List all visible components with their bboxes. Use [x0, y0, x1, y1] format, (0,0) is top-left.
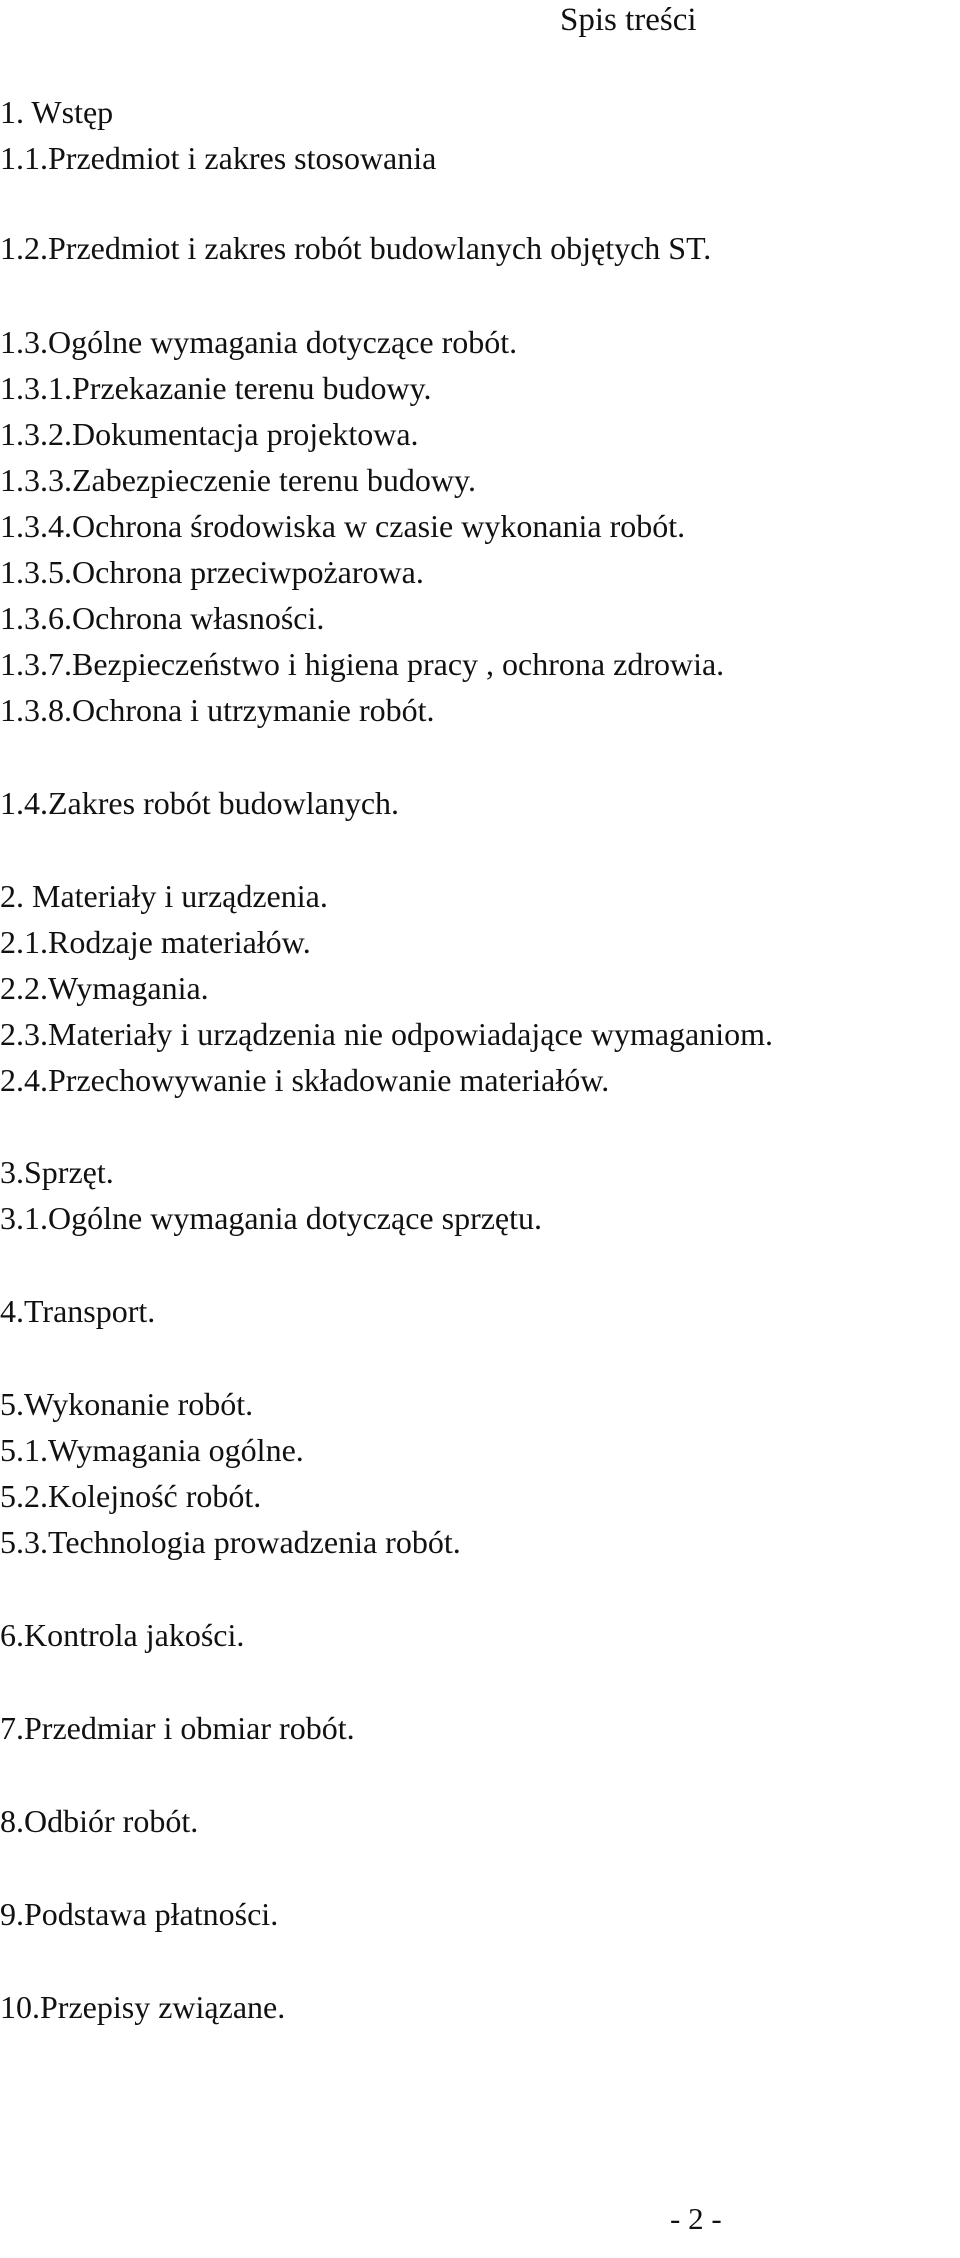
toc-item: 2.3.Materiały i urządzenia nie odpowiadające wymaganiom. — [0, 1016, 774, 1052]
toc-item: 1.1.Przedmiot i zakres stosowania — [0, 140, 437, 176]
toc-item: 3.Sprzęt. — [0, 1154, 114, 1190]
toc-item: 2.1.Rodzaje materiałów. — [0, 924, 311, 960]
toc-item: 9.Podstawa płatności. — [0, 1896, 279, 1932]
toc-item: 1.3.Ogólne wymagania dotyczące robót. — [0, 324, 518, 360]
toc-item: 7.Przedmiar i obmiar robót. — [0, 1710, 355, 1746]
toc-item: 1.3.6.Ochrona własności. — [0, 600, 325, 636]
toc-item: 6.Kontrola jakości. — [0, 1617, 245, 1653]
toc-item: 1.3.2.Dokumentacja projektowa. — [0, 416, 419, 452]
toc-item: 5.1.Wymagania ogólne. — [0, 1432, 304, 1468]
toc-item: 5.3.Technologia prowadzenia robót. — [0, 1524, 461, 1560]
toc-item: 1.3.5.Ochrona przeciwpożarowa. — [0, 554, 424, 590]
toc-item: 5.Wykonanie robót. — [0, 1386, 254, 1422]
toc-item: 5.2.Kolejność robót. — [0, 1478, 262, 1514]
toc-item: 1.3.7.Bezpieczeństwo i higiena pracy , ochrona zdrowia. — [0, 646, 725, 682]
page-title: Spis treści — [560, 2, 697, 38]
toc-item: 1.3.3.Zabezpieczenie terenu budowy. — [0, 462, 476, 498]
toc-item: 10.Przepisy związane. — [0, 1989, 286, 2025]
toc-item: 3.1.Ogólne wymagania dotyczące sprzętu. — [0, 1200, 543, 1236]
toc-item: 2. Materiały i urządzenia. — [0, 878, 328, 914]
toc-item: 1.3.4.Ochrona środowiska w czasie wykonania robót. — [0, 508, 686, 544]
toc-item: 8.Odbiór robót. — [0, 1803, 199, 1839]
toc-item: 4.Transport. — [0, 1293, 156, 1329]
page-number: - 2 - — [670, 2201, 722, 2236]
toc-item: 2.4.Przechowywanie i składowanie materiałów. — [0, 1062, 610, 1098]
toc-item: 2.2.Wymagania. — [0, 970, 209, 1006]
toc-item: 1.2.Przedmiot i zakres robót budowlanych objętych ST. — [0, 230, 712, 266]
toc-item: 1.3.8.Ochrona i utrzymanie robót. — [0, 692, 435, 728]
toc-item: 1. Wstęp — [0, 94, 114, 130]
toc-item: 1.3.1.Przekazanie terenu budowy. — [0, 370, 432, 406]
toc-item: 1.4.Zakres robót budowlanych. — [0, 785, 400, 821]
